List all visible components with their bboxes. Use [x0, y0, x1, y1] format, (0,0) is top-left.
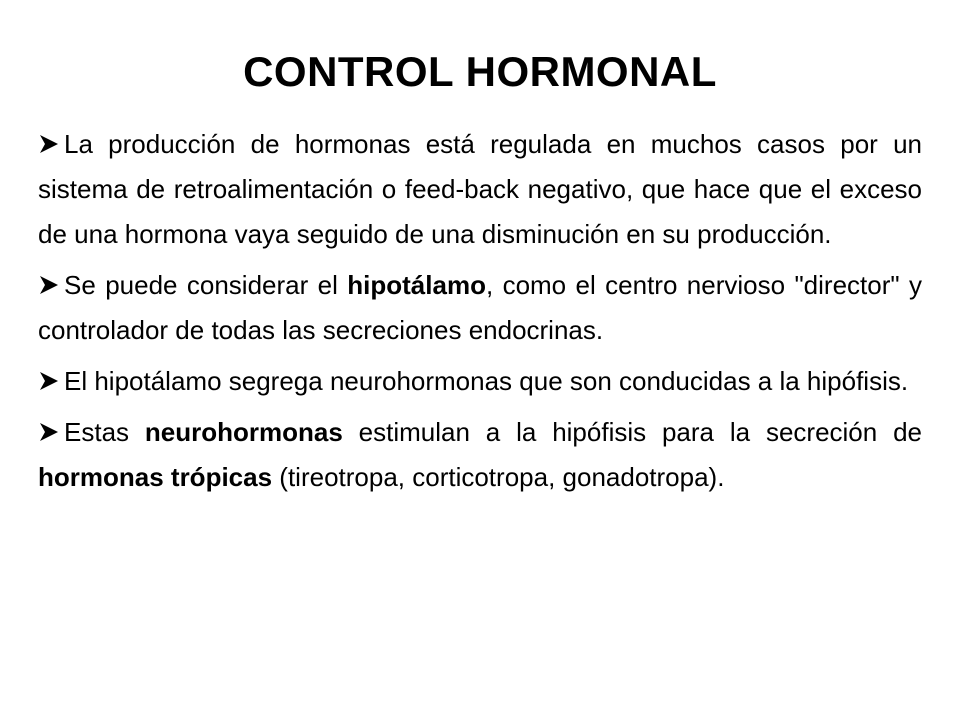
arrowhead-bullet-icon	[38, 274, 62, 296]
bullet-text: Estas	[64, 417, 145, 447]
bullet-text: El hipotálamo segrega neurohormonas que son conducidas a la hipófisis.	[64, 366, 909, 396]
bullet-item-4	[38, 410, 922, 500]
slide-title: CONTROL HORMONAL	[243, 48, 717, 95]
bold-term-hipotalamo: hipotálamo	[347, 270, 486, 300]
bullet-text: estimulan a la hipófisis para la secreción de	[342, 417, 923, 447]
arrowhead-bullet-icon	[38, 370, 62, 392]
bullet-item-3	[38, 359, 922, 404]
bullet-text: La producción de hormonas está regulada en muchos casos por un sistema de retroalimentación o feed-back negativo, que hace que el exceso de una hormona vaya seguido de una disminución en su producción.	[38, 129, 922, 249]
bold-term-neurohormonas: neurohormonas	[144, 417, 343, 447]
bullet-list	[38, 122, 922, 506]
bullet-item-1	[38, 122, 922, 257]
bullet-text: (tireotropa, corticotropa, gonadotropa).	[272, 462, 725, 492]
arrowhead-bullet-icon	[38, 421, 62, 443]
bullet-text: , como el centro nervioso "director" y controlador de todas las secreciones endocrinas.	[38, 270, 922, 345]
bold-term-hormonas-tropicas: hormonas trópicas	[38, 462, 273, 492]
bullet-text: Se puede considerar el	[64, 270, 348, 300]
bullet-item-2	[38, 263, 922, 353]
arrowhead-bullet-icon	[38, 133, 62, 155]
